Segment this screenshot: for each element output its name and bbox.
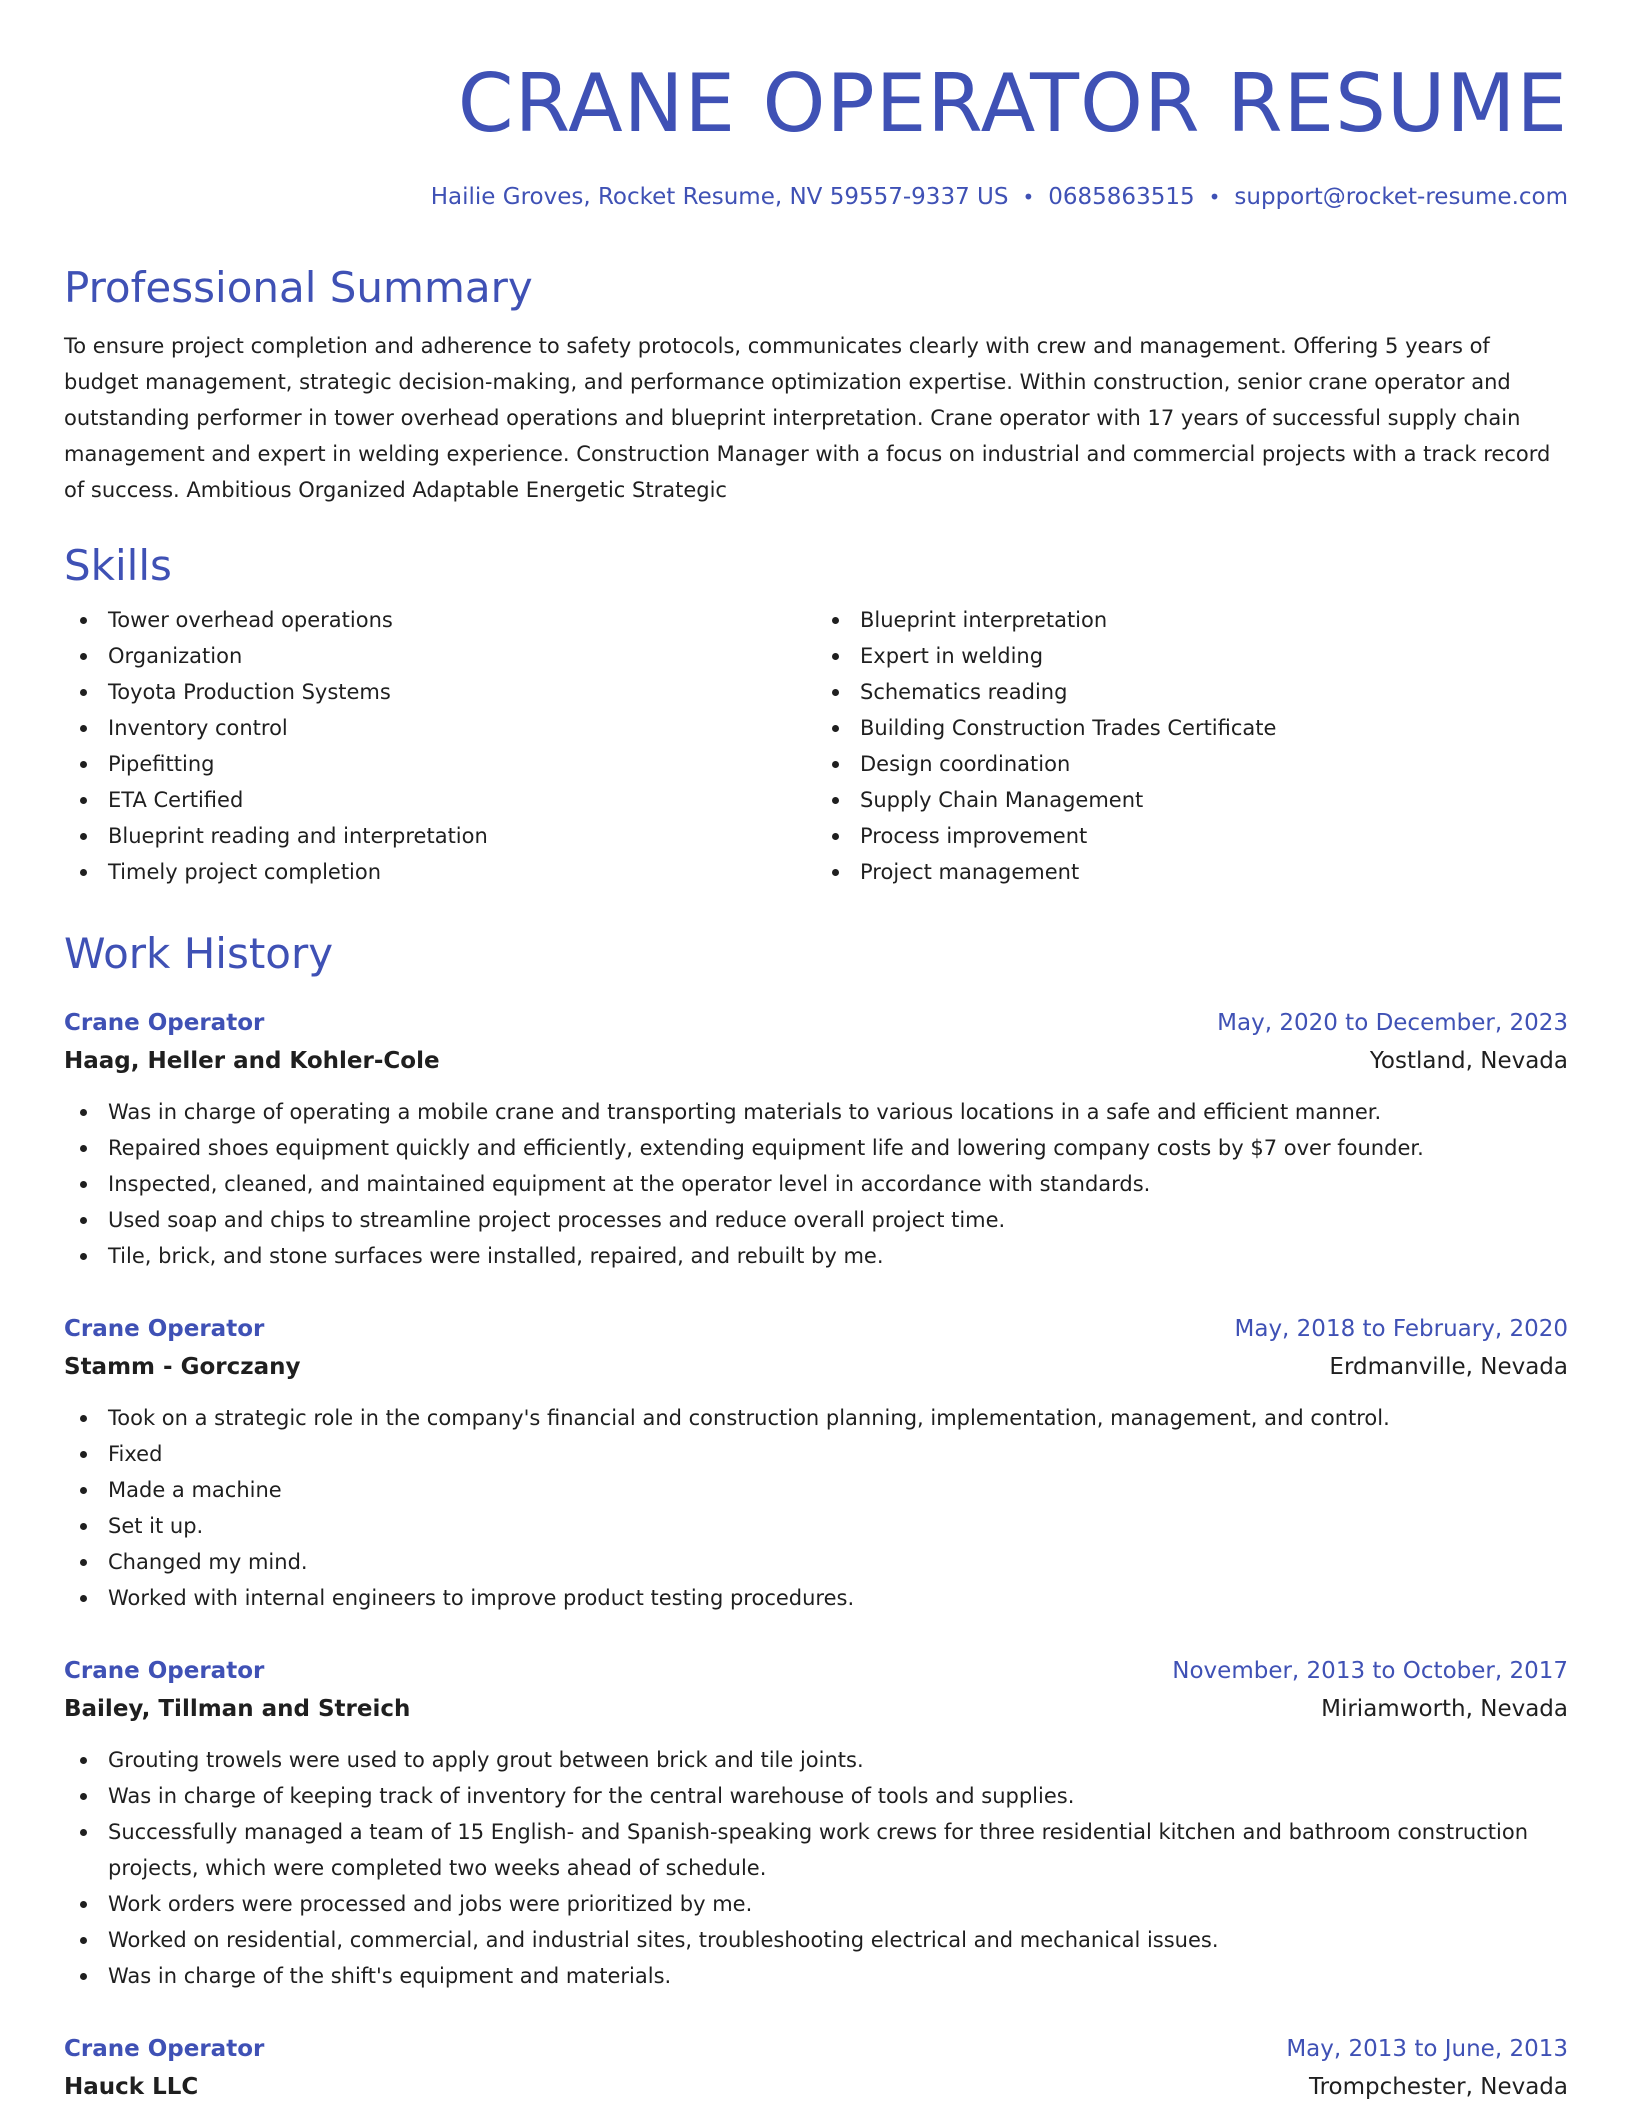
skills-section — [64, 540, 1568, 890]
job-bullet: Was in charge of operating a mobile crane and transporting materials to various locations in a safe and efficient manner. — [64, 1094, 1568, 1130]
skill-item: Tower overhead operations — [64, 602, 816, 638]
skill-item: Expert in welding — [816, 638, 1568, 674]
job-bullet: Worked on residential, commercial, and industrial sites, troubleshooting electrical and mechanical issues. — [64, 1922, 1568, 1958]
skills-list-right — [816, 602, 1568, 890]
summary-section — [64, 262, 1568, 508]
job-location: Erdmanville, Nevada — [1329, 1354, 1568, 1380]
skill-item: Blueprint reading and interpretation — [64, 818, 816, 854]
skills-list-left — [64, 602, 816, 890]
skill-item: Project management — [816, 854, 1568, 890]
resume-title: CRANE OPERATOR RESUME — [457, 57, 1568, 150]
job-bullet: Was in charge of the shift's equipment and materials. — [64, 1958, 1568, 1994]
job-company: Haag, Heller and Kohler-Cole — [64, 1048, 440, 1074]
skill-item: Pipefitting — [64, 746, 816, 782]
job-bullets — [64, 1742, 1568, 1994]
skill-item: Supply Chain Management — [816, 782, 1568, 818]
job-location: Yostland, Nevada — [1369, 1048, 1568, 1074]
skill-item: Building Construction Trades Certificate — [816, 710, 1568, 746]
job-dates: May, 2018 to February, 2020 — [1234, 1316, 1568, 1342]
job-title: Crane Operator — [64, 1658, 265, 1684]
job-bullets — [64, 1094, 1568, 1274]
job-dates: November, 2013 to October, 2017 — [1172, 1658, 1568, 1684]
job-location: Trompchester, Nevada — [1308, 2074, 1568, 2100]
contact-line — [431, 182, 1568, 212]
job-bullet: Changed my mind. — [64, 1544, 1568, 1580]
job-bullets — [64, 1400, 1568, 1616]
summary-text: To ensure project completion and adherence to safety protocols, communicates clearly with crew and management. Offering 5 years of budget management, strategic decision-making, and performance optimization expertise. Within construction, senior crane operator and outstanding performer in tower overhead operations and blueprint interpretation. Crane operator with 17 years of successful supply chain management and expert in welding experience. Construction Manager with a focus on industrial and commercial projects with a track record of success. Ambitious Organized Adaptable Energetic Strategic — [64, 334, 1551, 502]
work-history-section — [64, 928, 1568, 980]
skill-item: Inventory control — [64, 710, 816, 746]
skill-item: Schematics reading — [816, 674, 1568, 710]
job-header-row — [64, 2030, 1568, 2068]
job-entry — [64, 1310, 1568, 1616]
contact-separator: • — [1022, 185, 1035, 209]
skills-heading: Skills — [64, 541, 172, 590]
job-company-row — [64, 1348, 1568, 1386]
job-bullet: Made a machine — [64, 1472, 1568, 1508]
contact-email[interactable]: support@rocket-resume.com — [1234, 184, 1568, 210]
skill-item: Design coordination — [816, 746, 1568, 782]
job-title: Crane Operator — [64, 1316, 265, 1342]
job-company: Stamm - Gorczany — [64, 1354, 301, 1380]
job-bullet: Tile, brick, and stone surfaces were installed, repaired, and rebuilt by me. — [64, 1238, 1568, 1274]
job-bullet: Took on a strategic role in the company's financial and construction planning, implementation, management, and control. — [64, 1400, 1568, 1436]
job-bullet: Inspected, cleaned, and maintained equipment at the operator level in accordance with standards. — [64, 1166, 1568, 1202]
skills-columns — [64, 602, 1568, 890]
job-entry — [64, 2030, 1568, 2106]
work-history-heading: Work History — [64, 929, 334, 978]
job-company-row — [64, 1690, 1568, 1728]
skill-item: Timely project completion — [64, 854, 816, 890]
job-bullet: Work orders were processed and jobs were prioritized by me. — [64, 1886, 1568, 1922]
job-header-row — [64, 1004, 1568, 1042]
contact-address: Hailie Groves, Rocket Resume, NV 59557-9337 US — [430, 184, 1009, 210]
contact-phone: 0685863515 — [1048, 184, 1195, 210]
job-bullet: Was in charge of keeping track of inventory for the central warehouse of tools and supplies. — [64, 1778, 1568, 1814]
contact-separator: • — [1208, 185, 1221, 209]
skills-column-left — [64, 602, 816, 890]
job-bullet: Repaired shoes equipment quickly and efficiently, extending equipment life and lowering company costs by $7 over founder. — [64, 1130, 1568, 1166]
skill-item: Process improvement — [816, 818, 1568, 854]
skill-item: Blueprint interpretation — [816, 602, 1568, 638]
job-dates: May, 2013 to June, 2013 — [1286, 2036, 1568, 2062]
job-dates: May, 2020 to December, 2023 — [1217, 1010, 1568, 1036]
summary-heading: Professional Summary — [64, 263, 533, 312]
job-header-row — [64, 1310, 1568, 1348]
job-company-row — [64, 1042, 1568, 1080]
job-title: Crane Operator — [64, 2036, 265, 2062]
job-title: Crane Operator — [64, 1010, 265, 1036]
skills-column-right — [816, 602, 1568, 890]
skill-item: ETA Certified — [64, 782, 816, 818]
job-bullet: Worked with internal engineers to improve product testing procedures. — [64, 1580, 1568, 1616]
job-entry — [64, 1652, 1568, 1994]
job-bullet: Set it up. — [64, 1508, 1568, 1544]
job-company: Bailey, Tillman and Streich — [64, 1696, 411, 1722]
job-company: Hauck LLC — [64, 2074, 199, 2100]
job-bullet: Fixed — [64, 1436, 1568, 1472]
job-header-row — [64, 1652, 1568, 1690]
skill-item: Toyota Production Systems — [64, 674, 816, 710]
job-bullet: Successfully managed a team of 15 English- and Spanish-speaking work crews for three residential kitchen and bathroom construction projects, which were completed two weeks ahead of schedule. — [64, 1814, 1568, 1886]
job-company-row — [64, 2068, 1568, 2106]
skill-item: Organization — [64, 638, 816, 674]
job-bullet: Grouting trowels were used to apply grout between brick and tile joints. — [64, 1742, 1568, 1778]
job-bullet: Used soap and chips to streamline project processes and reduce overall project time. — [64, 1202, 1568, 1238]
job-location: Miriamworth, Nevada — [1321, 1696, 1568, 1722]
job-entry — [64, 1004, 1568, 1274]
